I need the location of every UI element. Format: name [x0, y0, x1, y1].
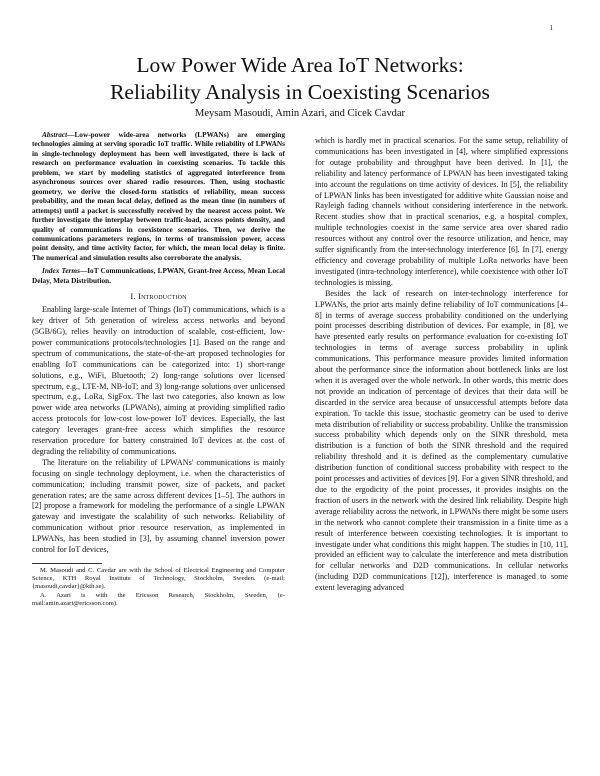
paper-title [0, 52, 600, 106]
section-heading-introduction: I. Introduction [130, 291, 187, 302]
intro-paragraph-2: The literature on the reliability of LPWANs' communications is mainly focusing on single technology deployment, i.e. when the characteristics of communication; including transmit power, size of packets, and packet generation rates; are the same across different devices [1–5]. The authors in [2] propose a framework for modeling the performance of a single LPWAN gateway and investigate the scalability of such networks. Reliability of communication without prior resource reservation, as implemented in LPWANs, has been studied in [3], by assuming channel inversion power control for IoT devices, [32, 457, 285, 555]
author-list: Meysam Masoudi, Amin Azari, and Cicek Cavdar [195, 108, 405, 119]
intro-paragraph-1: Enabling large-scale Internet of Things (IoT) communications, which is a key driver of 5th generation of wireless access networks and beyond (5GB/6G), relies heavily on introduction of scalable, cost-efficient, low-power communications protocols/technologies [1]. Based on the range and spectrum of communications, the state-of-the-art proposed technologies for enabling IoT communications can be categorized into: 1) short-range solutions, e.g., WiFi, Bluetooth; 2) long-range solutions over licensed spectrum, e.g., LTE-M, NB-IoT; and 3) long-range solutions over unlicensed spectrum, e.g., LoRa, SigFox. The last two categories, also known as low power wide area networks (LPWANs), aiming at providing simplified radio access protocols for low-cost low-power IoT devices. Especially, the last category leverages grant-free access which simplifies the resource reservation procedure for battery constrained IoT devices at the cost of degrading the reliability of communications. [32, 305, 285, 456]
body-paragraph-continued: which is hardly met in practical scenarios. For the same setup, reliability of communications has been investigated in [4], where simplified expressions for outage probability and throughput have been derived. In [1], the reliability and latency performance of LPWAN has been investigated taking into account the regulations on time activity of devices. In [5], the reliability of LPWAN links has been investigated for additive white Gaussian noise and Rayleigh fading channels without considering interference in the network. Recent studies show that in practical scenarios, e.g. a hospital complex, multiple technologies coexist in the same service area over shared radio resources without any control over the resource utilization, and hence, may suffer significantly from the inter-technology interference [6]. In [7], energy efficiency and coverage probability of multiple LoRa networks have been investigated (intra-technology interference), while coexistence with other IoT technologies is missing. [315, 136, 568, 287]
index-terms [32, 266, 285, 285]
abstract [32, 130, 285, 262]
abstract-label: Abstract [42, 130, 68, 139]
footnote-affiliation-1: M. Masoudi and C. Cavdar are with the School of Electrical Engineering and Computer Science, KTH Royal Institute of Technology, Stockholm, Sweden. (e-mail:{masoudi,cavdar}@kth.se). [32, 567, 285, 591]
footnote-rule [32, 563, 102, 564]
index-terms-label: Index Terms [42, 266, 80, 276]
index-terms-text: —IoT Communications, LPWAN, Grant-free Access, Mean Local Delay, Meta Distribution. [32, 266, 286, 285]
title-line-2: Reliability Analysis in Coexisting Scenarios [110, 80, 490, 104]
right-column [315, 136, 568, 594]
abstract-text: —Low-power wide-area networks (LPWANs) are emerging technologies aiming at serving sporadic IoT traffic. While reliability of LPWANs in single-technology deployment has been well investigated, there is lack of research on performance evaluation in coexisting scenarios. To tackle this problem, we start by modeling statistics of aggregated interference from asynchronous sources over shared radio resources. Then, using stochastic geometry, we derive the closed-form statistics of reliability, mean success probability, and the mean local delay, defined as the mean time (in numbers of attempts) until a packet is successfully received by the nearest access point. We further investigate the interplay between traffic-load, access points density, and quality of communications in coexistence scenarios. Then, we derive the communications parameters regions, in terms of transmission power, access point density, and time activity factor, for which, the mean local delay is finite. The numerical and simulation results also corroborate the analysis. [32, 130, 285, 262]
title-line-1: Low Power Wide Area IoT Networks: [136, 53, 464, 77]
left-column [32, 130, 285, 608]
page-number: 1 [549, 24, 553, 32]
body-paragraph-2: Besides the lack of research on inter-technology interference for LPWANs, the prior arts mainly define reliability of IoT communications [4–8] in terms of average success probability conditioned on the underlying point processes describing distribution of devices. For example, in [8], we have presented early results on performance evaluation for co-existing IoT technologies in terms of average success probability in uplink communications. This performance measure provides limited information about the performance since the information about bottleneck links are lost when it is averaged over the whole network. In other words, this metric does not provide an indication of percentage of devices that their data will be discarded in the service area because of unsuccessful attempts before data expiration. To tackle this issue, stochastic geometry can be used to derive meta distribution of reliability or success probability. Unlike the transmission success probability which depends only on the SINR threshold, meta distribution is a function of both the SINR threshold and the required reliability threshold and it is defined as the complementary cumulative distribution function of conditional success probability with respect to the point processes and activities of devices [9]. For a given SINR threshold, and due to the ergodicity of the point processes, it provides insights on the fraction of users in the network with the desired link reliability. Despite high average reliability across the network, in LPWANs there might be some users in the network who cannot complete their transmission in a finite time as a result of interference between coexisting technologies. It is important to investigate under what conditions this might happen. The studies in [10, 11], provided an efficient way to calculate the interference and meta distribution for cellular networks and D2D communications. In cellular networks (including D2D communications [12]), interference is managed to some extent leveraging advanced [315, 288, 568, 593]
footnote-affiliation-2: A. Azari is with the Ericsson Research, Stockholm, Sweden, (e-mail:amin.azari@ericsson.com). [32, 591, 285, 607]
